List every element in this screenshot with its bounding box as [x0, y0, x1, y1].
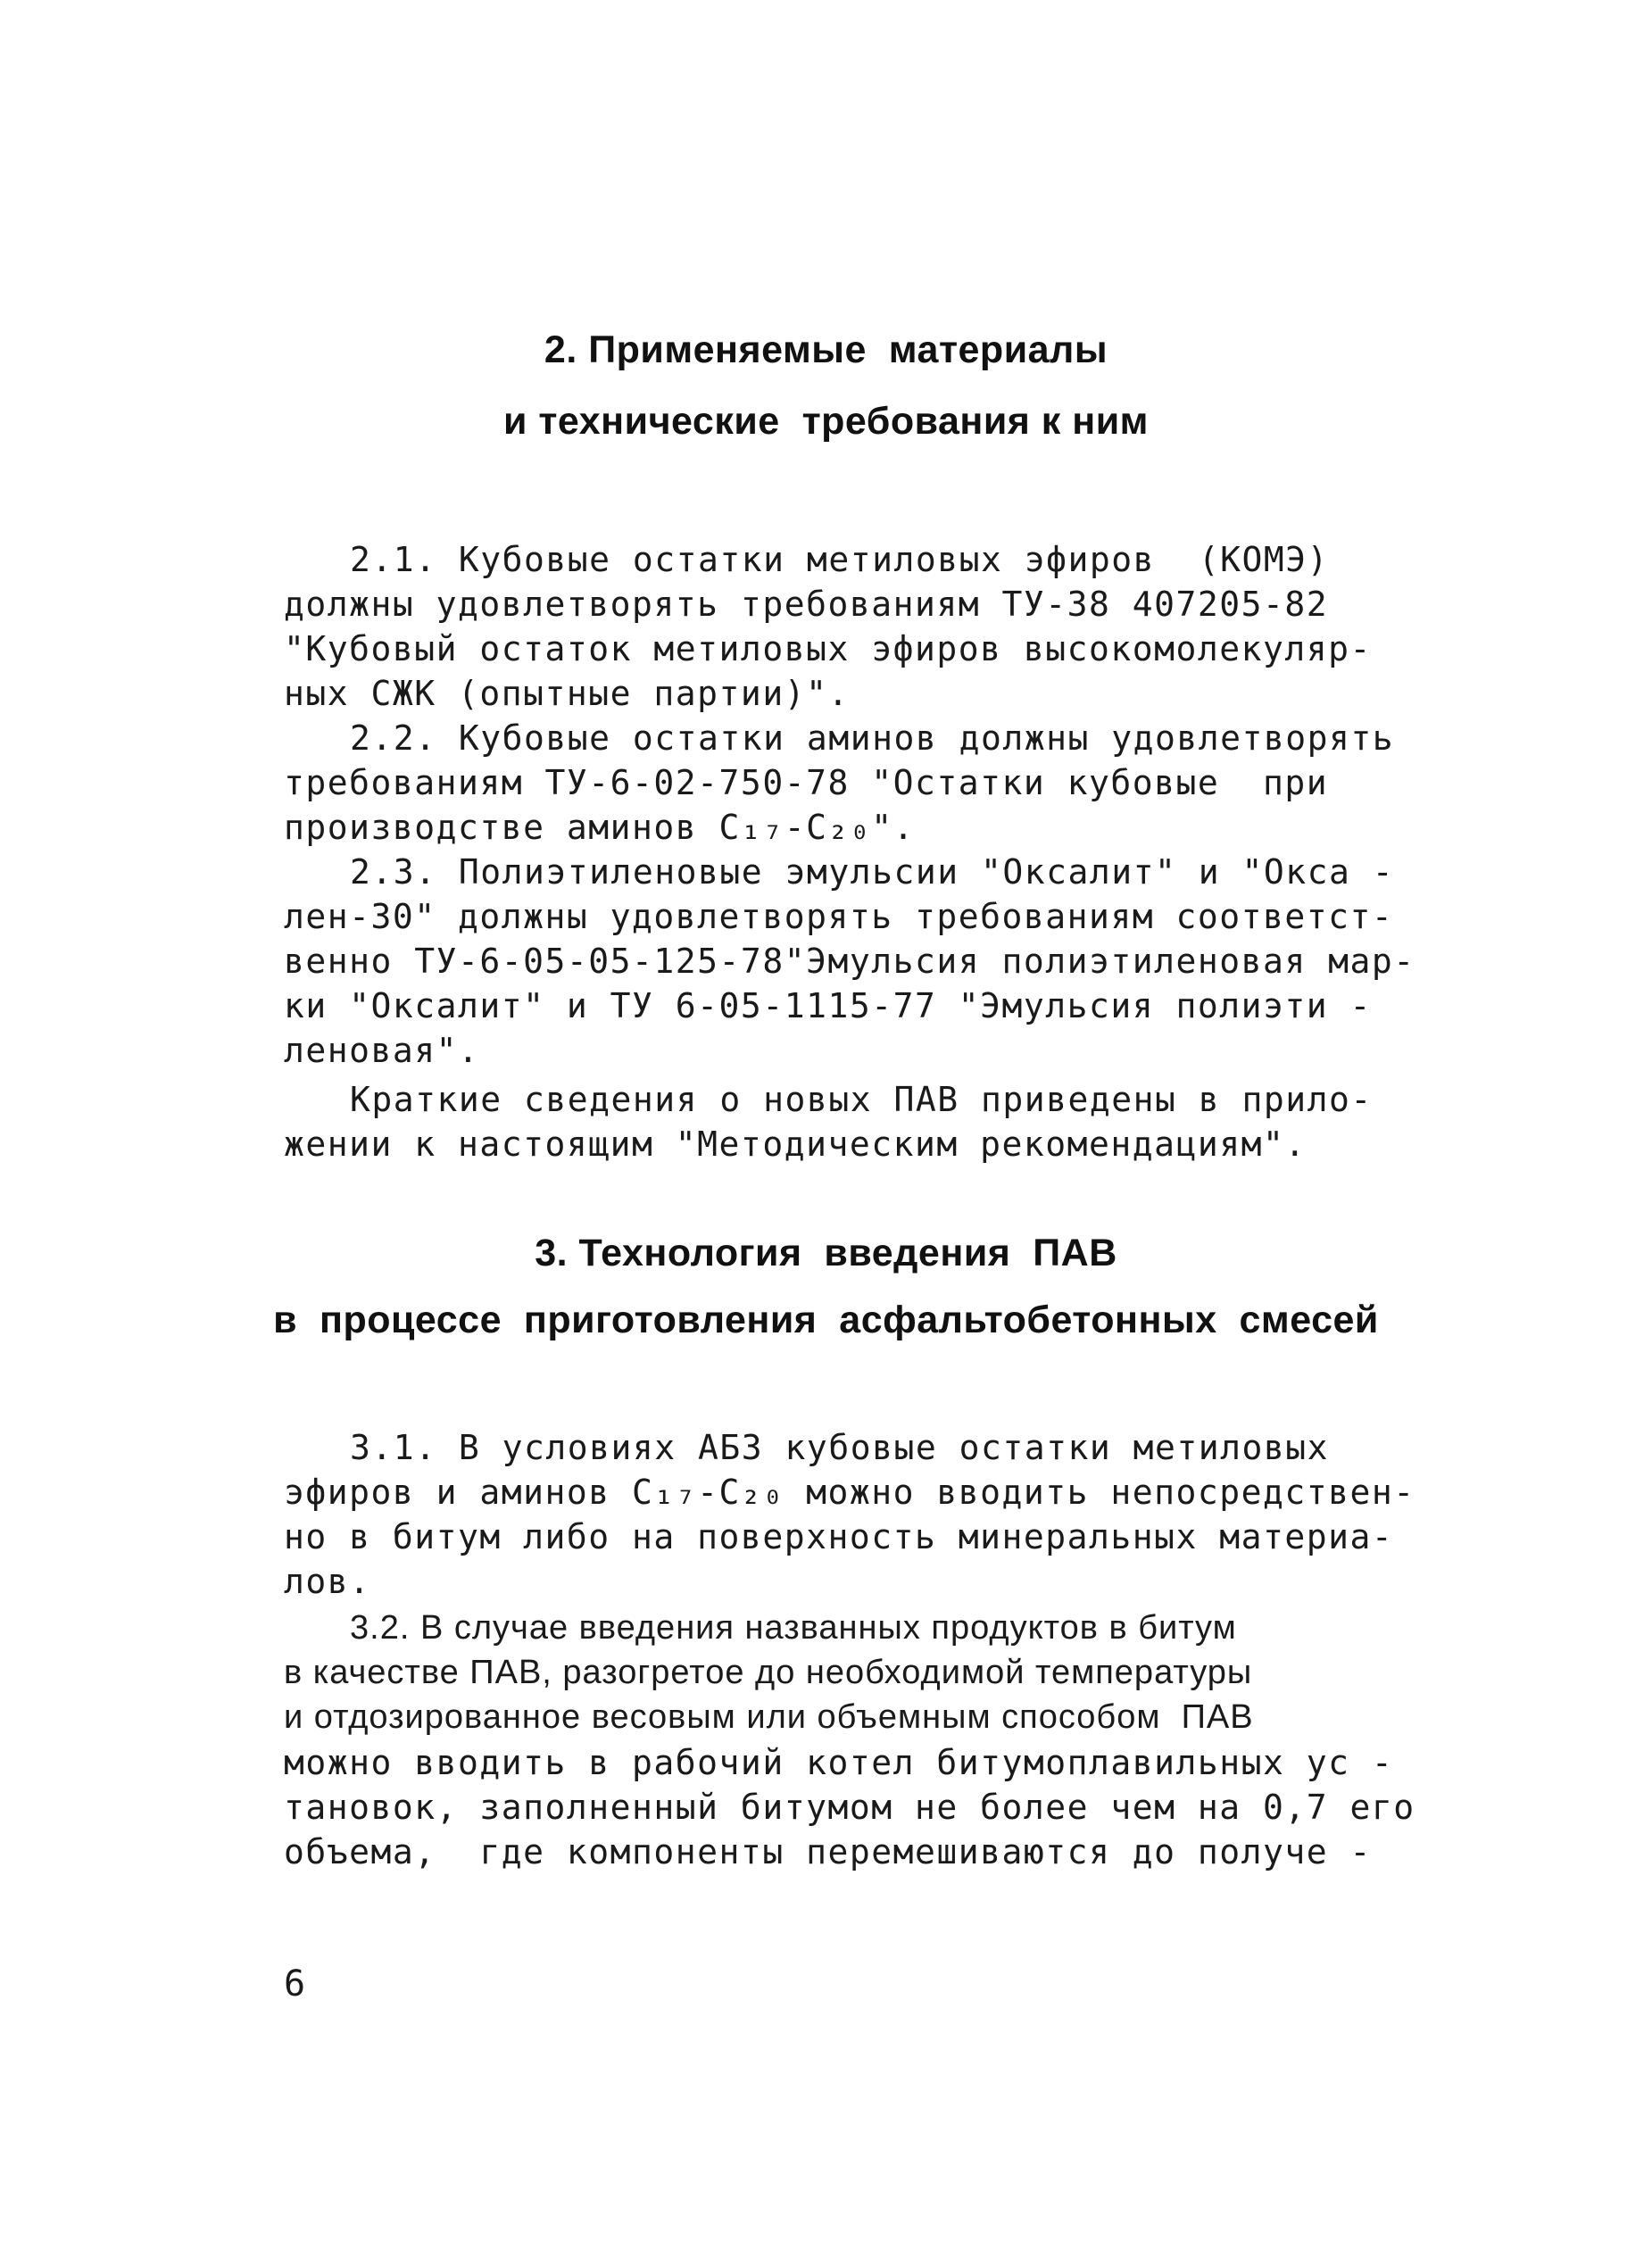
section-2-title-line-1: 2. Применяемые материалы: [544, 328, 1108, 371]
p2-1-line-2: должны удовлетворять требованиям ТУ-38 407205-82: [284, 585, 1329, 624]
p2-3-line-1: 2.3. Полиэтиленовые эмульсии "Оксалит" и "Окса -: [350, 852, 1395, 892]
note-line-1: Краткие сведения о новых ПАВ приведены в прило-: [350, 1080, 1373, 1119]
p2-3-line-5: леновая".: [284, 1031, 480, 1070]
p2-1-line-4: ных СЖК (опытные партии)".: [284, 674, 850, 713]
p2-2-line-1: 2.2. Кубовые остатки аминов должны удовлетворять: [350, 718, 1395, 758]
section-3-title-line-1: 3. Технология введения ПАВ: [535, 1232, 1117, 1274]
p2-2-line-2: требованиям ТУ-6-02-750-78 "Остатки кубовые при: [284, 763, 1329, 802]
p2-1-line-3: "Кубовый остаток метиловых эфиров высокомолекуляр-: [284, 629, 1372, 668]
p2-3-line-2: лен-30" должны удовлетворять требованиям соответст-: [284, 897, 1394, 936]
p3-1-line-3: но в битум либо на поверхность минеральных материа-: [284, 1517, 1394, 1556]
p3-2-line-5: тановок, заполненный битумом не более чем на 0,7 его: [284, 1788, 1415, 1827]
note-line-2: жении к настоящим "Методическим рекомендациям".: [284, 1124, 1307, 1164]
p3-1-line-1: 3.1. В условиях АБЗ кубовые остатки метиловых: [350, 1428, 1330, 1467]
p2-1-line-1: 2.1. Кубовые остатки метиловых эфиров (КОМЭ): [350, 540, 1330, 579]
p2-3-line-3: венно ТУ-6-05-05-125-78"Эмульсия полиэтиленовая мар-: [284, 942, 1415, 981]
page-number: 6: [284, 1963, 306, 2004]
p3-1-line-4: лов.: [284, 1562, 371, 1601]
p3-2-line-1: 3.2. В случае введения названных продуктов в битум: [350, 1609, 1237, 1647]
p3-2-line-6: объема, где компоненты перемешиваются до получе -: [284, 1832, 1372, 1871]
p3-1-line-2: эфиров и аминов C₁₇-C₂₀ можно вводить непосредствен-: [284, 1473, 1415, 1512]
p2-3-line-4: ки "Оксалит" и ТУ 6-05-1115-77 "Эмульсия полиэти -: [284, 986, 1372, 1025]
p3-2-line-4: можно вводить в рабочий котел битумоплавильных ус -: [284, 1743, 1394, 1782]
section-3-title-line-2: в процессе приготовления асфальтобетонных смесей: [273, 1299, 1379, 1341]
section-2-title-line-2: и технические требования к ним: [502, 400, 1149, 443]
p3-2-line-3: и отдозированное весовым или объемным способом ПАВ: [284, 1698, 1254, 1736]
p2-2-line-3: производстве аминов C₁₇-C₂₀".: [284, 808, 915, 847]
p3-2-line-2: в качестве ПАВ, разогретое до необходимой температуры: [284, 1654, 1253, 1691]
